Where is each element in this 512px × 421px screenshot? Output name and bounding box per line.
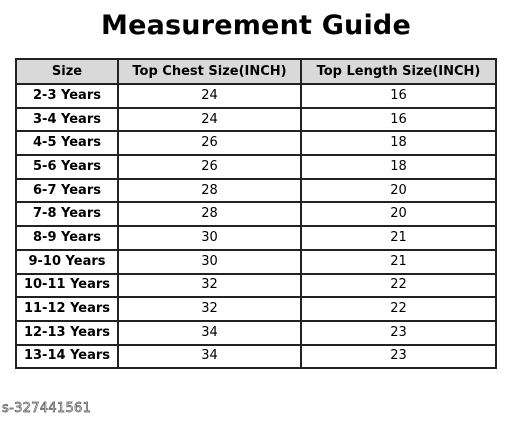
table-row — [16, 226, 496, 250]
size-cell: 3-4 Years — [16, 108, 118, 132]
size-cell: 4-5 Years — [16, 131, 118, 155]
size-cell: 10-11 Years — [16, 274, 118, 298]
size-cell: 8-9 Years — [16, 226, 118, 250]
size-cell: 13-14 Years — [16, 345, 118, 369]
size-cell: 5-6 Years — [16, 155, 118, 179]
table-row — [16, 131, 496, 155]
table-row — [16, 297, 496, 321]
length-cell: 18 — [301, 131, 496, 155]
length-cell: 18 — [301, 155, 496, 179]
chest-cell: 24 — [118, 108, 301, 132]
chest-cell: 34 — [118, 321, 301, 345]
table-row — [16, 345, 496, 369]
size-cell: 12-13 Years — [16, 321, 118, 345]
table-row — [16, 179, 496, 203]
table-row — [16, 321, 496, 345]
table-row — [16, 274, 496, 298]
chest-cell: 24 — [118, 84, 301, 108]
length-cell: 22 — [301, 297, 496, 321]
chest-cell: 26 — [118, 155, 301, 179]
length-cell: 16 — [301, 84, 496, 108]
length-cell: 16 — [301, 108, 496, 132]
size-cell: 11-12 Years — [16, 297, 118, 321]
length-cell: 20 — [301, 202, 496, 226]
watermark-id: s-327441561 — [2, 401, 92, 416]
table-header-row — [16, 59, 496, 84]
length-cell: 20 — [301, 179, 496, 203]
page-title: Measurement Guide — [101, 10, 411, 41]
length-cell: 23 — [301, 321, 496, 345]
chest-cell: 26 — [118, 131, 301, 155]
chest-cell: 32 — [118, 274, 301, 298]
chest-cell: 30 — [118, 250, 301, 274]
header-chest-size: Top Chest Size(INCH) — [118, 59, 301, 84]
table-row — [16, 202, 496, 226]
table-row — [16, 108, 496, 132]
length-cell: 22 — [301, 274, 496, 298]
size-cell: 6-7 Years — [16, 179, 118, 203]
size-cell: 9-10 Years — [16, 250, 118, 274]
length-cell: 23 — [301, 345, 496, 369]
table-row — [16, 250, 496, 274]
header-size: Size — [16, 59, 118, 84]
length-cell: 21 — [301, 250, 496, 274]
header-length-size: Top Length Size(INCH) — [301, 59, 496, 84]
chest-cell: 28 — [118, 179, 301, 203]
chest-cell: 32 — [118, 297, 301, 321]
chest-cell: 28 — [118, 202, 301, 226]
table-row — [16, 155, 496, 179]
measurement-table — [15, 58, 497, 369]
table-row — [16, 84, 496, 108]
size-cell: 2-3 Years — [16, 84, 118, 108]
size-cell: 7-8 Years — [16, 202, 118, 226]
length-cell: 21 — [301, 226, 496, 250]
chest-cell: 30 — [118, 226, 301, 250]
chest-cell: 34 — [118, 345, 301, 369]
